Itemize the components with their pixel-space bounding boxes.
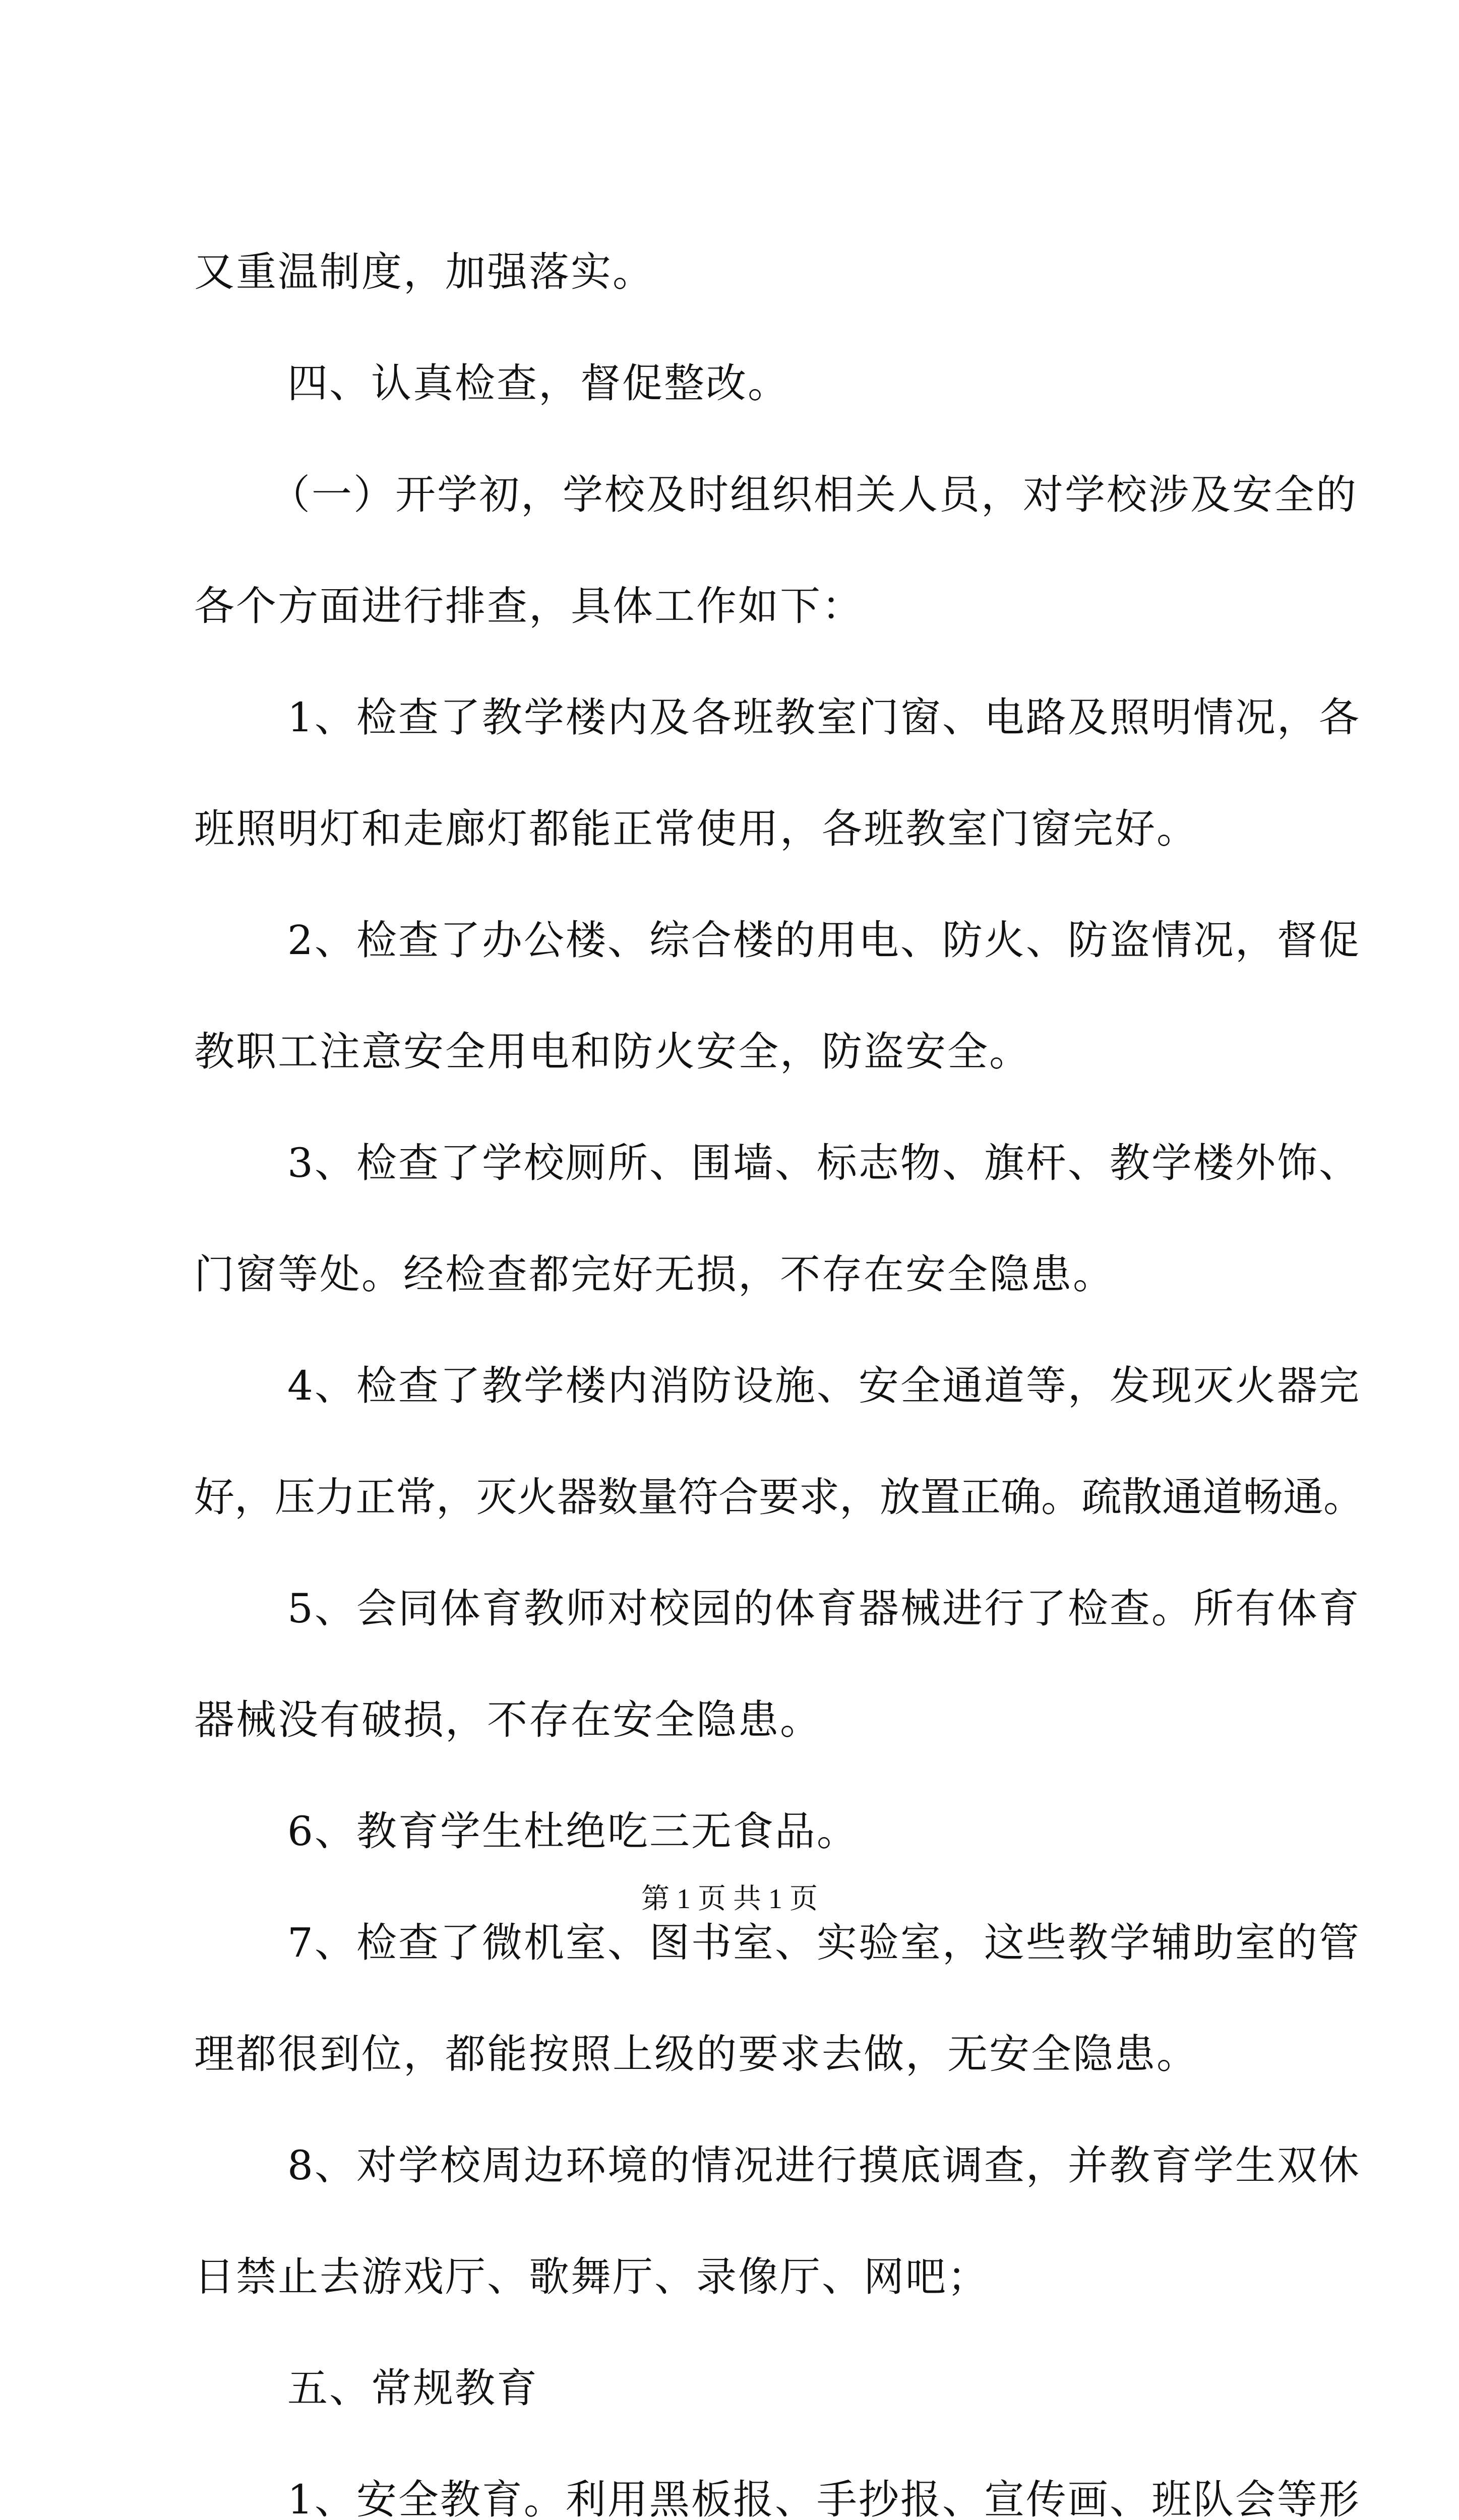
section-heading: 四、认真检查，督促整改。 — [287, 360, 789, 407]
list-item-line: 1、安全教育。利用黑板报、手抄报、宣传画、班队会等形 — [287, 2476, 1361, 2520]
list-item-line: 8、对学校周边环境的情况进行摸底调查，并教育学生双休 — [287, 2142, 1361, 2189]
page-footer: 第 1 页 共 1 页 — [641, 1883, 818, 1915]
list-item-line: 5、会同体育教师对校园的体育器械进行了检查。所有体育 — [287, 1585, 1361, 1632]
list-item-line: 班照明灯和走廊灯都能正常使用，各班教室门窗完好。 — [194, 805, 1198, 852]
list-item-line: 教职工注意安全用电和防火安全，防盗安全。 — [194, 1028, 1031, 1075]
list-item-line: 器械没有破损，不存在安全隐患。 — [194, 1696, 822, 1743]
list-item-line: 3、检查了学校厕所、围墙、标志物、旗杆、教学楼外饰、 — [287, 1140, 1361, 1186]
list-item-line: 好，压力正常，灭火器数量符合要求，放置正确。疏散通道畅通。 — [194, 1474, 1364, 1521]
list-item-line: 7、检查了微机室、图书室、实验室，这些教学辅助室的管 — [287, 1919, 1361, 1966]
list-item-line: 1、检查了教学楼内及各班教室门窗、电路及照明情况，各 — [287, 694, 1361, 741]
list-item-line: 4、检查了教学楼内消防设施、安全通道等，发现灭火器完 — [287, 1362, 1361, 1409]
paragraph-line: （一）开学初，学校及时组织相关人员，对学校涉及安全的 — [270, 471, 1358, 518]
paragraph-line: 又重温制度，加强落实。 — [194, 248, 654, 295]
list-item-line: 理都很到位，都能按照上级的要求去做，无安全隐患。 — [194, 2031, 1198, 2077]
paragraph-line: 各个方面进行排查，具体工作如下： — [194, 583, 864, 629]
list-item-line: 日禁止去游戏厅、歌舞厅、录像厅、网吧； — [194, 2253, 989, 2300]
section-heading: 五、常规教育 — [287, 2365, 538, 2412]
list-item-line: 6、教育学生杜绝吃三无食品。 — [287, 1808, 859, 1855]
list-item-line: 门窗等处。经检查都完好无损，不存在安全隐患。 — [194, 1251, 1115, 1298]
document-body — [194, 248, 1364, 2520]
list-item-line: 2、检查了办公楼、综合楼的用电、防火、防盗情况，督促 — [287, 917, 1361, 964]
